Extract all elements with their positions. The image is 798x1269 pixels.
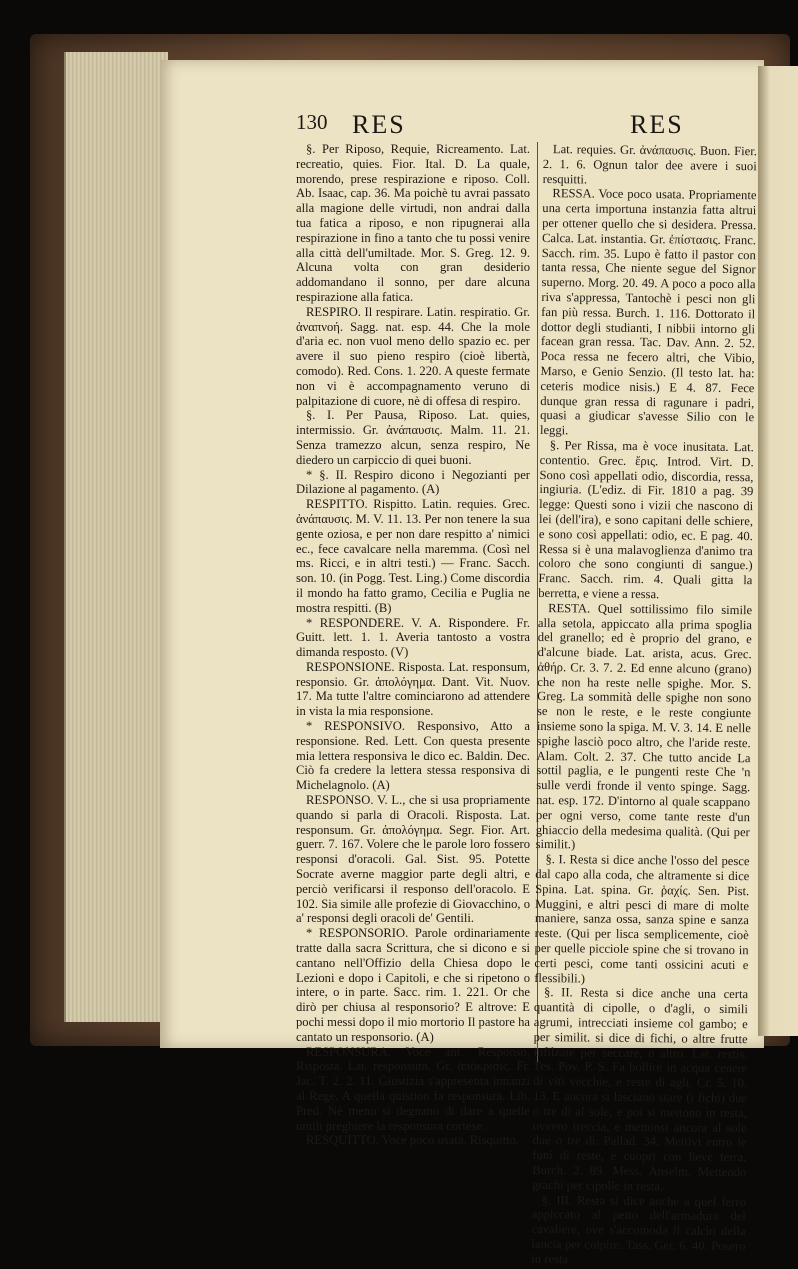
entry-paragraph: * RESPONSIVO. Responsivo, Atto a responsione. Red. Lett. Con questa presente mia lettera responsiva le dico ec. Baldin. Dec. Ciò fa credere la lettera stessa responsiva di Michelagnolo. (A)	[296, 719, 530, 793]
entry-paragraph: RESPONSIONE. Risposta. Lat. responsum, responsio. Gr. ἀπολόγημα. Dant. Vit. Nuov. 17. Ma tutte l'altre cominciarono ad attendere in vista la mia responsione.	[296, 659, 530, 719]
entry-paragraph: RESPONSO. V. L., che si usa propriamente quando si parla di Oracoli. Risposta. Lat. responsum. Gr. ἀπολόγημα. Segr. Fior. Art. guerr. 7. 167. Volere che le parole loro fossero responsi d'oracoli. Gal. Sist. 95. Potette Socrate averne maggior parte degli altri, e perciò verificarsi il responso dell'oracolo. E 102. Sia simile alle profezie di Giovacchino, o a' responsi degli oracoli de' Gentili.	[296, 793, 530, 926]
entry-paragraph: * §. II. Respiro dicono i Negozianti per Dilazione al pagamento. (A)	[296, 467, 530, 497]
entry-paragraph: §. Per Riposo, Requie, Ricreamento. Lat. recreatio, quies. Fior. Ital. D. La quale, morendo, prese respirazione e riposo. Coll. Ab. Isaac, cap. 36. Ma poichè tu avrai passato alla magione delle virtudi, non andrai dalla tua fatica a riposo, e non ripugnerai alla respirazione in fino a tanto che tu possi venire alla città dell'umiltade. Mor. S. Greg. 12. 9. Alcuna volta con gran desiderio addomandano il sonno, per dare alcuna respirazione alla fatica.	[296, 142, 530, 304]
entry-paragraph: RESQUITTO. Voce poco usata. Risquitto.	[306, 1133, 520, 1148]
entry-paragraph: RESSA. Voce poco usata. Propriamente una certa importuna instanzia fatta altrui per ottener quello che si desidera. Pressa. Calca. Lat. instantia. Gr. ἐπίστασις. Franc. Sacch. rim. 35. Lupo è fatto il pastor con tanta ressa, Che niente segue del Signor superno. Morg. 20. 49. A poco a poco alla riva s'appressa, Tantochè i pesci non gli fan più ressa. Burch. 1. 116. Dottorato il dottor degli studianti, I nibbii intorno gli facean gran ressa. Tac. Dav. Ann. 2. 52. Poca ressa ne fecero altri, che Vibio, Marso, e Genio Senzio. (Il testo lat. ha: ceteris modice nisis.) E 4. 87. Fece dunque gran ressa di ragunare i padri, quasi a giudicar s'avesse Silio con le leggi.	[539, 186, 757, 438]
right-running-head: RES	[630, 110, 684, 139]
entry-paragraph: RESPIRO. Il respirare. Latin. respiratio. Gr. ἀναπνοή. Sagg. nat. esp. 44. Che la mole d'aria ec. non vuol meno dello spazio ec. per avere il suo pieno respiro (cioè libertà, comodo). Red. Cons. 1. 220. A queste fermate non vi è accompagnamento veruno di palpitazione di cuore, nè di offesa di respiro.	[296, 304, 530, 408]
left-column	[296, 142, 530, 1148]
page-number: 130	[296, 110, 328, 134]
entry-paragraph: RESPITTO. Rispitto. Latin. requies. Grec. ἀνάπαυσις. M. V. 11. 13. Per non tenere la sua gente oziosa, e per non dare respitto a' nimici ec., fece cavalcare nella maremma. (Così nel ms. Ricci, e in altri testi.) — Franc. Sacch. son. 10. (in Pogg. Test. Ling.) Come discordia il mondo ha fatto gramo, Cecilia e Puglia ne mostra respitti. (B)	[296, 497, 530, 615]
page-edges	[64, 52, 168, 1022]
entry-paragraph: §. II. Resta si dice anche una certa quantità di cipolle, o d'agli, o simili agrumi, intrecciati insieme col gambo; e per similit. si dice di fichi, o altre frutte infilzate per seccare, o altro. Lat. restis. Tes. Pov. P. S. Fa bollire in acqua cenere di viti vecchie, e reste di agli. Cr. 5. 10. 13. E ancora si lasciano stare (i fichi) due o tre dì al sole, e poi si mettono in resta, ovvero treccia, e mettonsi ancora al sole due o tre dì. Pallad. 34. Mettivi entro le funi di reste, e cuopri con lieve terra. Burch. 2. 89. Mess. Anselm. Mettendo grachi per cipolle in resta.	[532, 985, 749, 1194]
right-page-edge	[758, 66, 798, 1036]
entry-paragraph: * RESPONSORIO. Parole ordinariamente tratte dalla sacra Scrittura, che si dicono e si cantano nell'Offizio della Chiesa dopo le Lezioni e dopo i Capitoli, e che si ripetono o intere, o in parte. Sacc. rim. 1. 221. Or che dirò per chiusa al responsorio? E altrove: E pochi messi dopo il mio mortorio Il pastore ha cantato un responsorio. (A)	[296, 926, 530, 1044]
entry-paragraph: §. I. Per Pausa, Riposo. Lat. quies, intermissio. Gr. ἀνάπαυσις. Malm. 11. 21. Senza tramezzo alcun, senza respiro, Ne diedero un carpiccio di quei buoni.	[296, 408, 530, 467]
entry-paragraph: RESTA. Quel sottilissimo filo simile alla setola, appiccato alla prima spoglia del granello; ed è proprio del grano, e d'alcune biade. Lat. arista, acus. Grec. ἀθήρ. Cr. 3. 7. 2. Ed enne alcuno (grano) che non ha reste nelle spighe. Mor. S. Greg. La sommità delle spighe non sono se non le reste, e le reste congiunte insieme sono la spiga. M. V. 3. 14. E nelle spighe lasciò poco altro, che l'aride reste. Alam. Colt. 2. 37. Che tutto ancide La sottil paglia, e le pungenti reste Che 'n sulle verdi fronde il vento spinge. Sagg. nat. esp. 172. D'intorno al quale scappano per ogni verso, come tante reste d'un ghiaccio della medesima qualità. (Qui per similit.)	[535, 600, 753, 852]
entry-paragraph: §. I. Resta si dice anche l'osso del pesce dal capo alla coda, che altramente si dice Spina. Lat. spina. Gr. ῥαχίς. Sen. Pist. Muggini, e altri pesci di mare di molte maniere, sanza ossa, sanza spine e sanza reste. (Qui per lisca semplicemente, cioè per quelle picciole spine che si trovano in certi pesci, come tanti ossicini acuti e flessibili.)	[534, 852, 750, 986]
entry-paragraph: §. Per Rissa, ma è voce inusitata. Lat. contentio. Grec. ἔρις. Introd. Virt. D. Sono così appellati odio, discordia, ressa, ingiuria. (L'ediz. di Fir. 1810 a pag. 39 legge: Questi sono i vizii che nascono di lei (dell'ira), e sono capitani delle schiere, e sono così appellati: odio, ec. E pag. 40. Ressa si è una malavoglienza d'animo tra coloro che sono congiunti di sangue.) Franc. Sacch. rim. 4. Quali gitta la berretta, e viene a ressa.	[538, 438, 754, 602]
entry-paragraph: * RESPONDERE. V. A. Rispondere. Fr. Guitt. lett. 1. 1. Averia tantosto a vostra dimanda resposto. (V)	[296, 615, 530, 660]
right-column	[531, 142, 757, 1267]
left-running-head: RES	[352, 110, 406, 139]
entry-paragraph: RESPONSURA. Voce ant. Responso, Risposta. Lat. responsum. Gr. ἀπόκρισις. Fr. Jac. T. 2. 2. 11. Giustizia s'appresenta innanzi al Rege, A quella quistion fa responsura. Lib. Pred. Nè meno si degnano di dare a quelle umili preghiere la responsura cortese.	[296, 1044, 530, 1133]
entry-paragraph: Lat. requies. Gr. ἀνάπαυσις. Buon. Fier. 2. 1. 6. Ognun talor dee avere i suoi resquitti.	[542, 142, 757, 187]
entry-paragraph: §. III. Resta si dice anche a quel ferro appiccato al petto dell'armadura del cavaliere, ove s'accomoda il calcio della lancia per colpire. Tass. Ger. 6. 40. Posero in resta	[531, 1192, 746, 1267]
